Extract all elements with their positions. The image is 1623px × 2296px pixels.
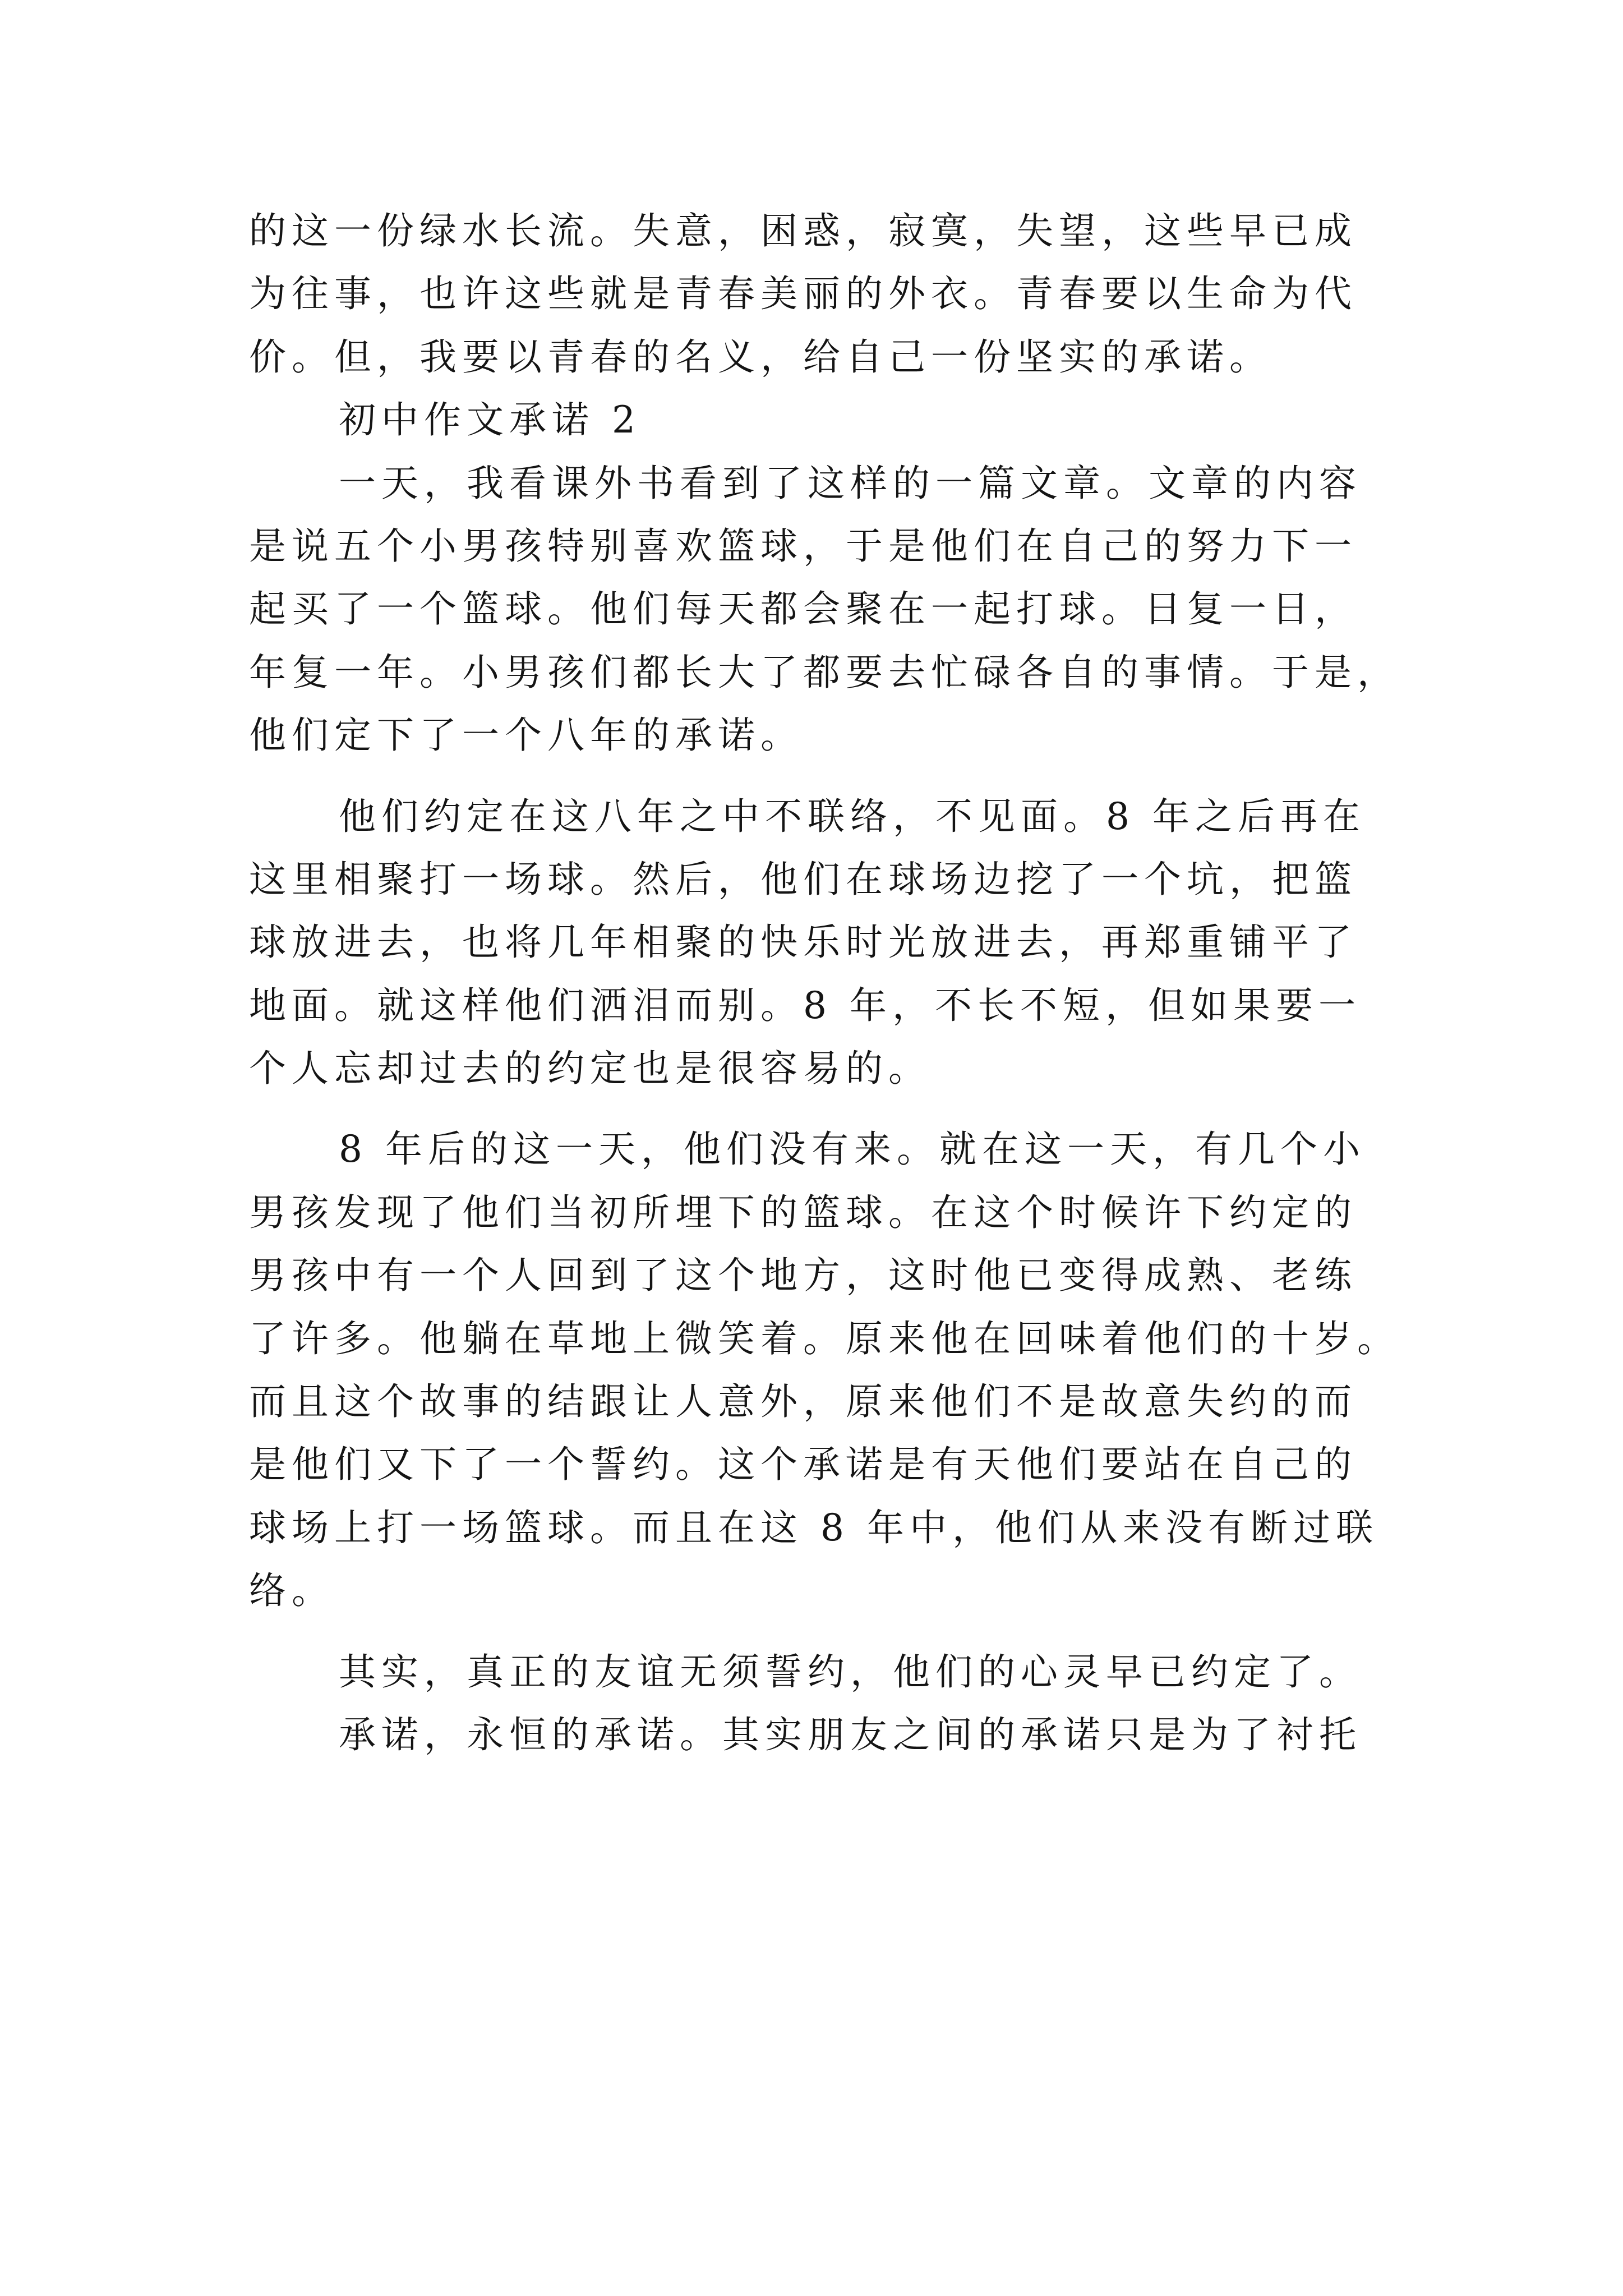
text-line: 其实，真正的友谊无须誓约，他们的心灵早已约定了。: [339, 1650, 1362, 1694]
article-body: [249, 200, 1415, 1766]
text-line: 承诺，永恒的承诺。其实朋友之间的承诺只是为了衬托: [339, 1713, 1362, 1756]
text-line: 年复一年。小男孩们都长大了都要去忙碌各自的事情。于是，: [249, 650, 1400, 694]
text-line: 了许多。他躺在草地上微笑着。原来他在回味着他们的十岁。: [249, 1317, 1400, 1360]
text-line: 男孩发现了他们当初所埋下的篮球。在这个时候许下约定的: [249, 1190, 1357, 1234]
text-line: 8 年后的这一天，他们没有来。就在这一天，有几个小: [339, 1128, 1366, 1171]
text-line: 是他们又下了一个誓约。这个承诺是有天他们要站在自己的: [249, 1443, 1357, 1487]
text-line: 的这一份绿水长流。失意，困惑，寂寞，失望，这些早已成: [249, 209, 1357, 252]
text-line: 一天，我看课外书看到了这样的一篇文章。文章的内容: [339, 461, 1362, 505]
text-line: 球放进去，也将几年相聚的快乐时光放进去，再郑重铺平了: [249, 921, 1357, 964]
text-line: 球场上打一场篮球。而且在这 8 年中，他们从来没有断过联: [249, 1506, 1378, 1549]
text-line: 是说五个小男孩特别喜欢篮球，于是他们在自己的努力下一: [249, 524, 1357, 568]
text-line: 个人忘却过去的约定也是很容易的。: [249, 1047, 931, 1091]
text-line: 这里相聚打一场球。然后，他们在球场边挖了一个坑，把篮: [249, 857, 1357, 901]
text-line: 为往事，也许这些就是青春美丽的外衣。青春要以生命为代: [249, 272, 1357, 316]
text-line: 男孩中有一个人回到了这个地方，这时他已变得成熟、老练: [249, 1254, 1357, 1297]
text-line: 络。: [249, 1569, 334, 1613]
section-heading: 初中作文承诺 2: [339, 398, 641, 442]
text-line: 而且这个故事的结跟让人意外，原来他们不是故意失约的而: [249, 1380, 1357, 1424]
text-line: 地面。就这样他们洒泪而别。8 年，不长不短，但如果要一: [249, 983, 1361, 1027]
text-line: 他们约定在这八年之中不联络，不见面。8 年之后再在: [339, 794, 1366, 838]
text-line: 他们定下了一个八年的承诺。: [249, 714, 803, 757]
text-line: 价。但，我要以青春的名义，给自己一份坚实的承诺。: [249, 335, 1272, 379]
text-line: 起买了一个篮球。他们每天都会聚在一起打球。日复一日，: [249, 587, 1357, 631]
